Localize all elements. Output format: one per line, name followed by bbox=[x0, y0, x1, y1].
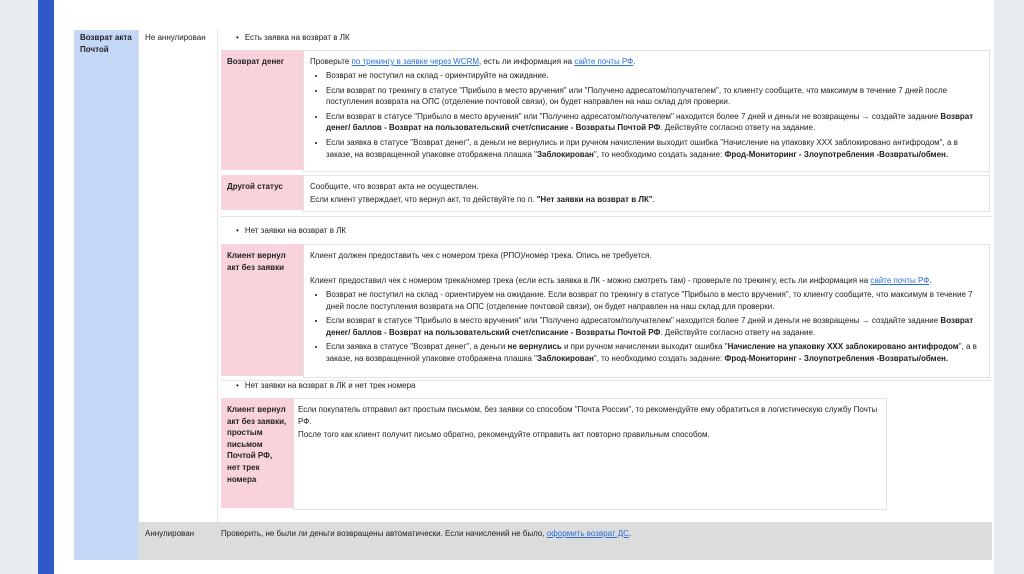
list-item: • Если возврат в статусе "Прибыло в место вручения" или "Получено адресатом/получателем" находится более 7 дней и деньги не возвращены → создайте задание Возврат денег/ баллов - Возврат на пользовательский счет/списание - Возвраты Почтой РФ. Действуйте согласно ответу на задание. bbox=[326, 111, 981, 134]
label-other-status: Другой статус bbox=[227, 182, 283, 191]
status-not-cancelled: Не аннулирован bbox=[145, 33, 206, 42]
post-site-link[interactable]: сайте почты РФ bbox=[574, 57, 634, 66]
returned-list bbox=[310, 289, 988, 368]
label-simple-letter-cell bbox=[221, 398, 293, 508]
cancelled-row bbox=[139, 522, 992, 560]
other-line1: Сообщите, что возврат акта не осуществлен. bbox=[310, 182, 479, 191]
returned-p2: Клиент предоставил чек с номером трека/номер трека (если есть заявка в ЛК - можно смотреть там) - проверьте по трекингу, есть ли информация на сайте почты РФ. bbox=[310, 276, 932, 285]
post-site-link-2[interactable]: сайте почты РФ bbox=[870, 276, 930, 285]
document-table bbox=[74, 30, 992, 560]
label-refund: Возврат денег bbox=[227, 57, 285, 66]
row-label: Возврат акта Почтой bbox=[80, 33, 132, 54]
cancelled-text: Проверить, не были ли деньги возвращены автоматически. Если начислений не было, оформить возврат ДС. bbox=[221, 529, 632, 538]
list-item: • Если возврат по трекингу в статусе "Прибыло в место вручения" или "Получено адресатом/получателем", то клиенту сообщите, что максимум в течение 7 дней после поступления возврата на ОПС (отделение почтовой связи), он будет направлен на наш склад для проверки. bbox=[326, 85, 981, 108]
bullet-has-request: • Есть заявка на возврат в ЛК bbox=[236, 32, 350, 44]
list-item: • Если заявка в статусе "Возврат денег", а деньги не вернулись и при ручном начислении выходит ошибка "Начисление на упаковку ХХХ заблокировано антифродом", а в заказе, на возвращенной упаковке отображена плашка "Заблокирован", то необходимо создать задание: Фрод-Мониторинг - Злоупотребления -Возвраты/обмен. bbox=[326, 137, 981, 160]
label-other-cell bbox=[221, 175, 303, 210]
simple-letter-p1: Если покупатель отправил акт простым письмом, без заявки со способом "Почта России", то рекомендуйте ему обратиться в логистическую службу Почты РФ. bbox=[298, 405, 878, 426]
label-simple-letter: Клиент вернул акт без заявки, простым письмом Почтой РФ, нет трек номера bbox=[227, 405, 287, 484]
other-content-cell bbox=[303, 175, 990, 212]
wcrm-tracking-link[interactable]: по трекингу в заявке через WCRM bbox=[351, 57, 480, 66]
list-item: • Если заявка в статусе "Возврат денег", а деньги не вернулись и при ручном начислении выходит ошибка "Начисление на упаковку ХХХ заблокировано антифродом", а в заказе, на возвращенной упаковке отображена плашка "Заблокирован", то необходимо создать задание: Фрод-Мониторинг - Злоупотребления -Возвраты/обмен. bbox=[326, 341, 988, 364]
simple-letter-content-cell bbox=[293, 398, 887, 510]
bullet-no-request-no-track: • Нет заявки на возврат в ЛК и нет трек номера bbox=[236, 380, 415, 392]
status-cell bbox=[139, 30, 218, 560]
list-item: • Если возврат в статусе "Прибыло в место вручения" или "Получено адресатом/получателем" находится более 7 дней и деньги не возвращены → создайте задание Возврат денег/ баллов - Возврат на пользовательский счет/списание - Возвраты Почтой РФ. Действуйте согласно ответу на задание. bbox=[326, 315, 988, 338]
simple-letter-p2: После того как клиент получит письмо обратно, рекомендуйте отправить акт повторно правильным способом. bbox=[298, 430, 710, 439]
divider bbox=[221, 216, 992, 217]
list-item: • Возврат не поступил на склад - ориентируйте на ожидание. bbox=[326, 70, 981, 82]
list-item: • Возврат не поступил на склад - ориентируем на ожидание. Если возврат по трекингу в статусе "Прибыло в место вручения", то клиенту сообщите, что максимум в течение 7 дней после поступления возврата на ОПС (отделение почтовой связи), он будет направлен на наш склад для проверки. bbox=[326, 289, 988, 312]
returned-p1: Клиент должен предоставить чек с номером трека (РПО)/номер трека. Опись не требуется. bbox=[310, 251, 652, 260]
label-returned-cell bbox=[221, 244, 303, 376]
other-line2: Если клиент утверждает, что вернул акт, то действуйте по п. "Нет заявки на возврат в ЛК". bbox=[310, 195, 655, 204]
label-refund-cell bbox=[221, 50, 303, 170]
refund-content-cell bbox=[303, 50, 990, 172]
refund-ds-link[interactable]: оформить возврат ДС bbox=[546, 529, 629, 538]
row-label-cell bbox=[74, 30, 139, 560]
slide-page bbox=[54, 0, 994, 574]
status-cancelled: Аннулирован bbox=[145, 529, 195, 538]
bullet-no-request: • Нет заявки на возврат в ЛК bbox=[236, 225, 346, 237]
refund-list bbox=[310, 70, 981, 163]
refund-intro: Проверьте по трекингу в заявке через WCRM, есть ли информация на сайте почты РФ. bbox=[310, 57, 636, 66]
returned-content-cell bbox=[303, 244, 990, 378]
label-returned-without-request: Клиент вернул акт без заявки bbox=[227, 251, 286, 272]
left-accent-bar bbox=[38, 0, 54, 574]
